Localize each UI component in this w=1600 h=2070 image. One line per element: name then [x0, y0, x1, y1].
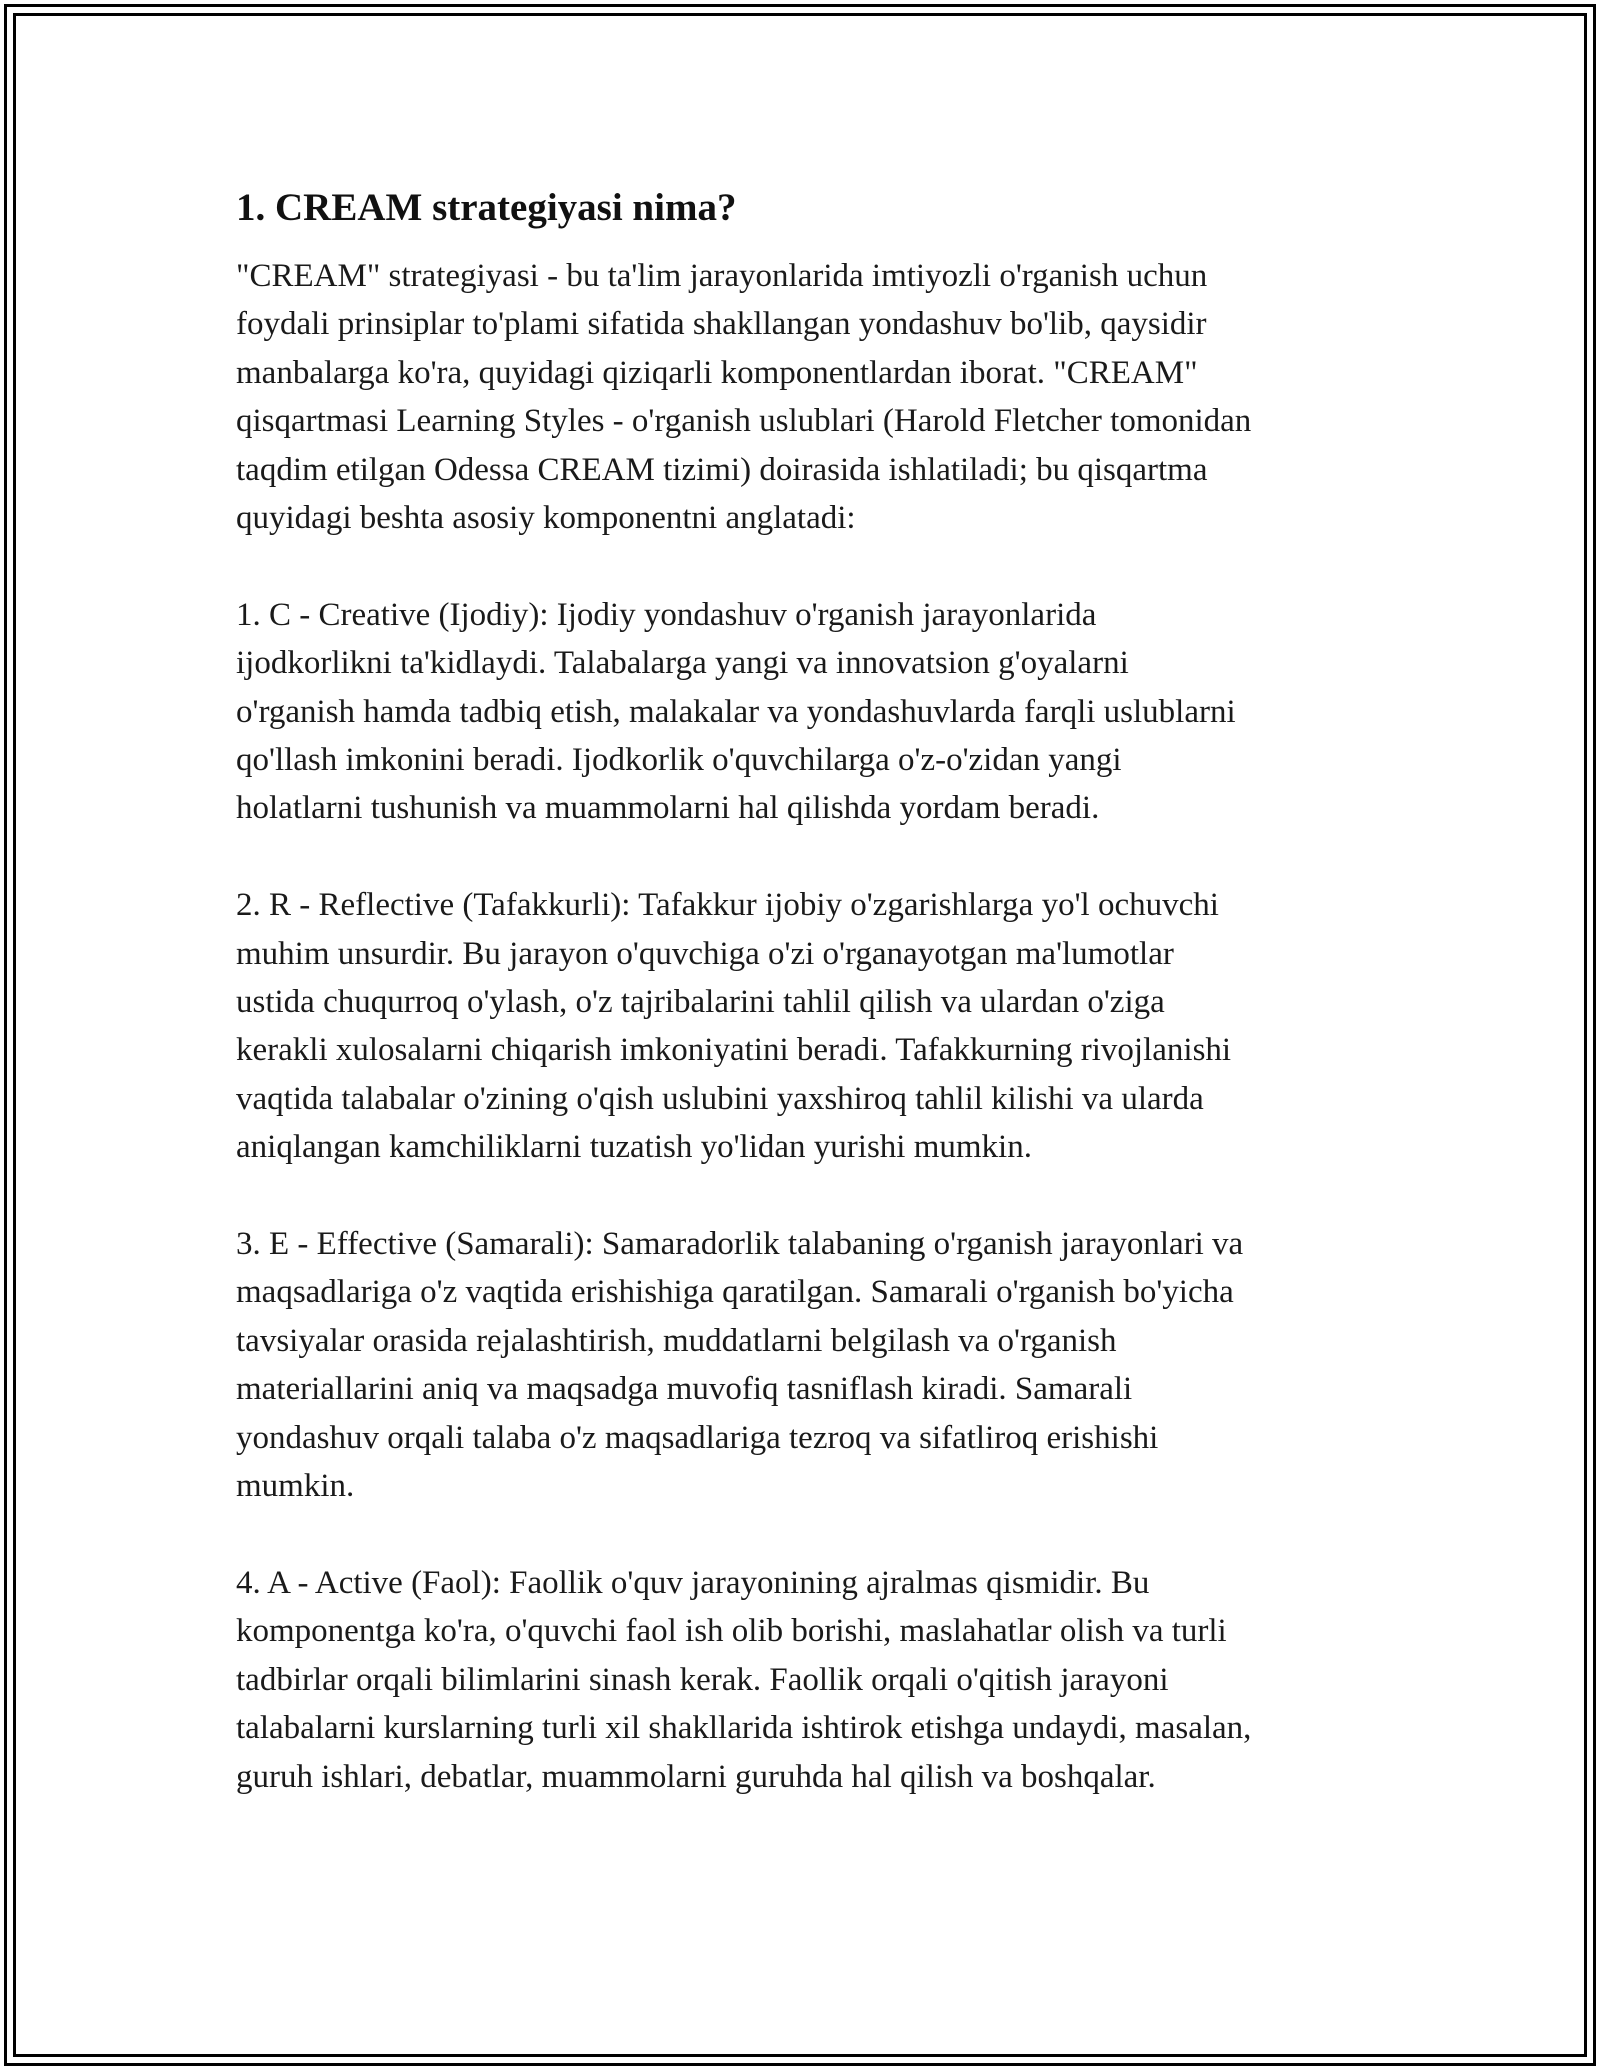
paragraph-line: aniqlangan kamchiliklarni tuzatish yo'lidan yurishi mumkin. [236, 1129, 1032, 1166]
paragraph-line: muhim unsurdir. Bu jarayon o'quvchiga o'zi o'rganayotgan ma'lumotlar [236, 935, 1174, 972]
paragraph-line: tavsiyalar orasida rejalashtirish, muddatlarni belgilash va o'rganish [236, 1322, 1117, 1359]
paragraph-line: 2. R - Reflective (Tafakkurli): Tafakkur ijobiy o'zgarishlarga yo'l ochuvchi [236, 887, 1219, 924]
paragraph-line: ustida chuqurroq o'ylash, o'z tajribalarini tahlil qilish va ulardan o'ziga [236, 984, 1165, 1021]
paragraph-line: vaqtida talabalar o'zining o'qish uslubini yaxshiroq tahlil kilishi va ularda [236, 1080, 1204, 1117]
paragraph-2 [236, 591, 1376, 833]
paragraph-list [236, 252, 1376, 1801]
paragraph-3 [236, 881, 1376, 1171]
paragraph-line: talabalarni kurslarning turli xil shakllarida ishtirok etishga undaydi, masalan, [236, 1710, 1252, 1747]
paragraph-line: materiallarini aniq va maqsadga muvofiq tasniflash kiradi. Samarali [236, 1371, 1133, 1408]
paragraph-line: 4. A - Active (Faol): Faollik o'quv jarayonining ajralmas qismidir. Bu [236, 1564, 1150, 1601]
paragraph-line: manbalarga ko'ra, quyidagi qiziqarli komponentlardan iborat. "CREAM" [236, 354, 1198, 391]
paragraph-line: qo'llash imkonini beradi. Ijodkorlik o'quvchilarga o'z-o'zidan yangi [236, 742, 1122, 779]
paragraph-line: tadbirlar orqali bilimlarini sinash kerak. Faollik orqali o'qitish jarayoni [236, 1661, 1169, 1698]
document-heading: 1. CREAM strategiyasi nima? [236, 186, 737, 229]
paragraph-5 [236, 1559, 1376, 1801]
paragraph-line: qisqartmasi Learning Styles - o'rganish uslublari (Harold Fletcher tomonidan [236, 403, 1252, 440]
paragraph-4 [236, 1220, 1376, 1510]
document-body [236, 186, 1376, 1849]
paragraph-line: komponentga ko'ra, o'quvchi faol ish olib borishi, maslahatlar olish va turli [236, 1613, 1227, 1650]
paragraph-line: taqdim etilgan Odessa CREAM tizimi) doirasida ishlatiladi; bu qisqartma [236, 451, 1208, 488]
paragraph-line: holatlarni tushunish va muammolarni hal qilishda yordam beradi. [236, 790, 1100, 827]
paragraph-line: maqsadlariga o'z vaqtida erishishiga qaratilgan. Samarali o'rganish bo'yicha [236, 1274, 1234, 1311]
paragraph-line: ijodkorlikni ta'kidlaydi. Talabalarga yangi va innovatsion g'oyalarni [236, 645, 1129, 682]
paragraph-line: o'rganish hamda tadbiq etish, malakalar va yondashuvlarda farqli uslublarni [236, 693, 1236, 730]
paragraph-line: yondashuv orqali talaba o'z maqsadlariga tezroq va sifatliroq erishishi [236, 1419, 1159, 1456]
paragraph-line: guruh ishlari, debatlar, muammolarni guruhda hal qilish va boshqalar. [236, 1758, 1156, 1795]
paragraph-1 [236, 252, 1376, 542]
paragraph-line: quyidagi beshta asosiy komponentni anglatadi: [236, 500, 856, 537]
paragraph-line: kerakli xulosalarni chiqarish imkoniyatini beradi. Tafakkurning rivojlanishi [236, 1032, 1232, 1069]
paragraph-line: 3. E - Effective (Samarali): Samaradorlik talabaning o'rganish jarayonlari va [236, 1226, 1244, 1263]
paragraph-line: 1. C - Creative (Ijodiy): Ijodiy yondashuv o'rganish jarayonlarida [236, 596, 1097, 633]
paragraph-line: "CREAM" strategiyasi - bu ta'lim jarayonlarida imtiyozli o'rganish uchun [236, 258, 1208, 294]
paragraph-line: mumkin. [236, 1468, 355, 1505]
paragraph-line: foydali prinsiplar to'plami sifatida shakllangan yondashuv bo'lib, qaysidir [236, 306, 1207, 343]
